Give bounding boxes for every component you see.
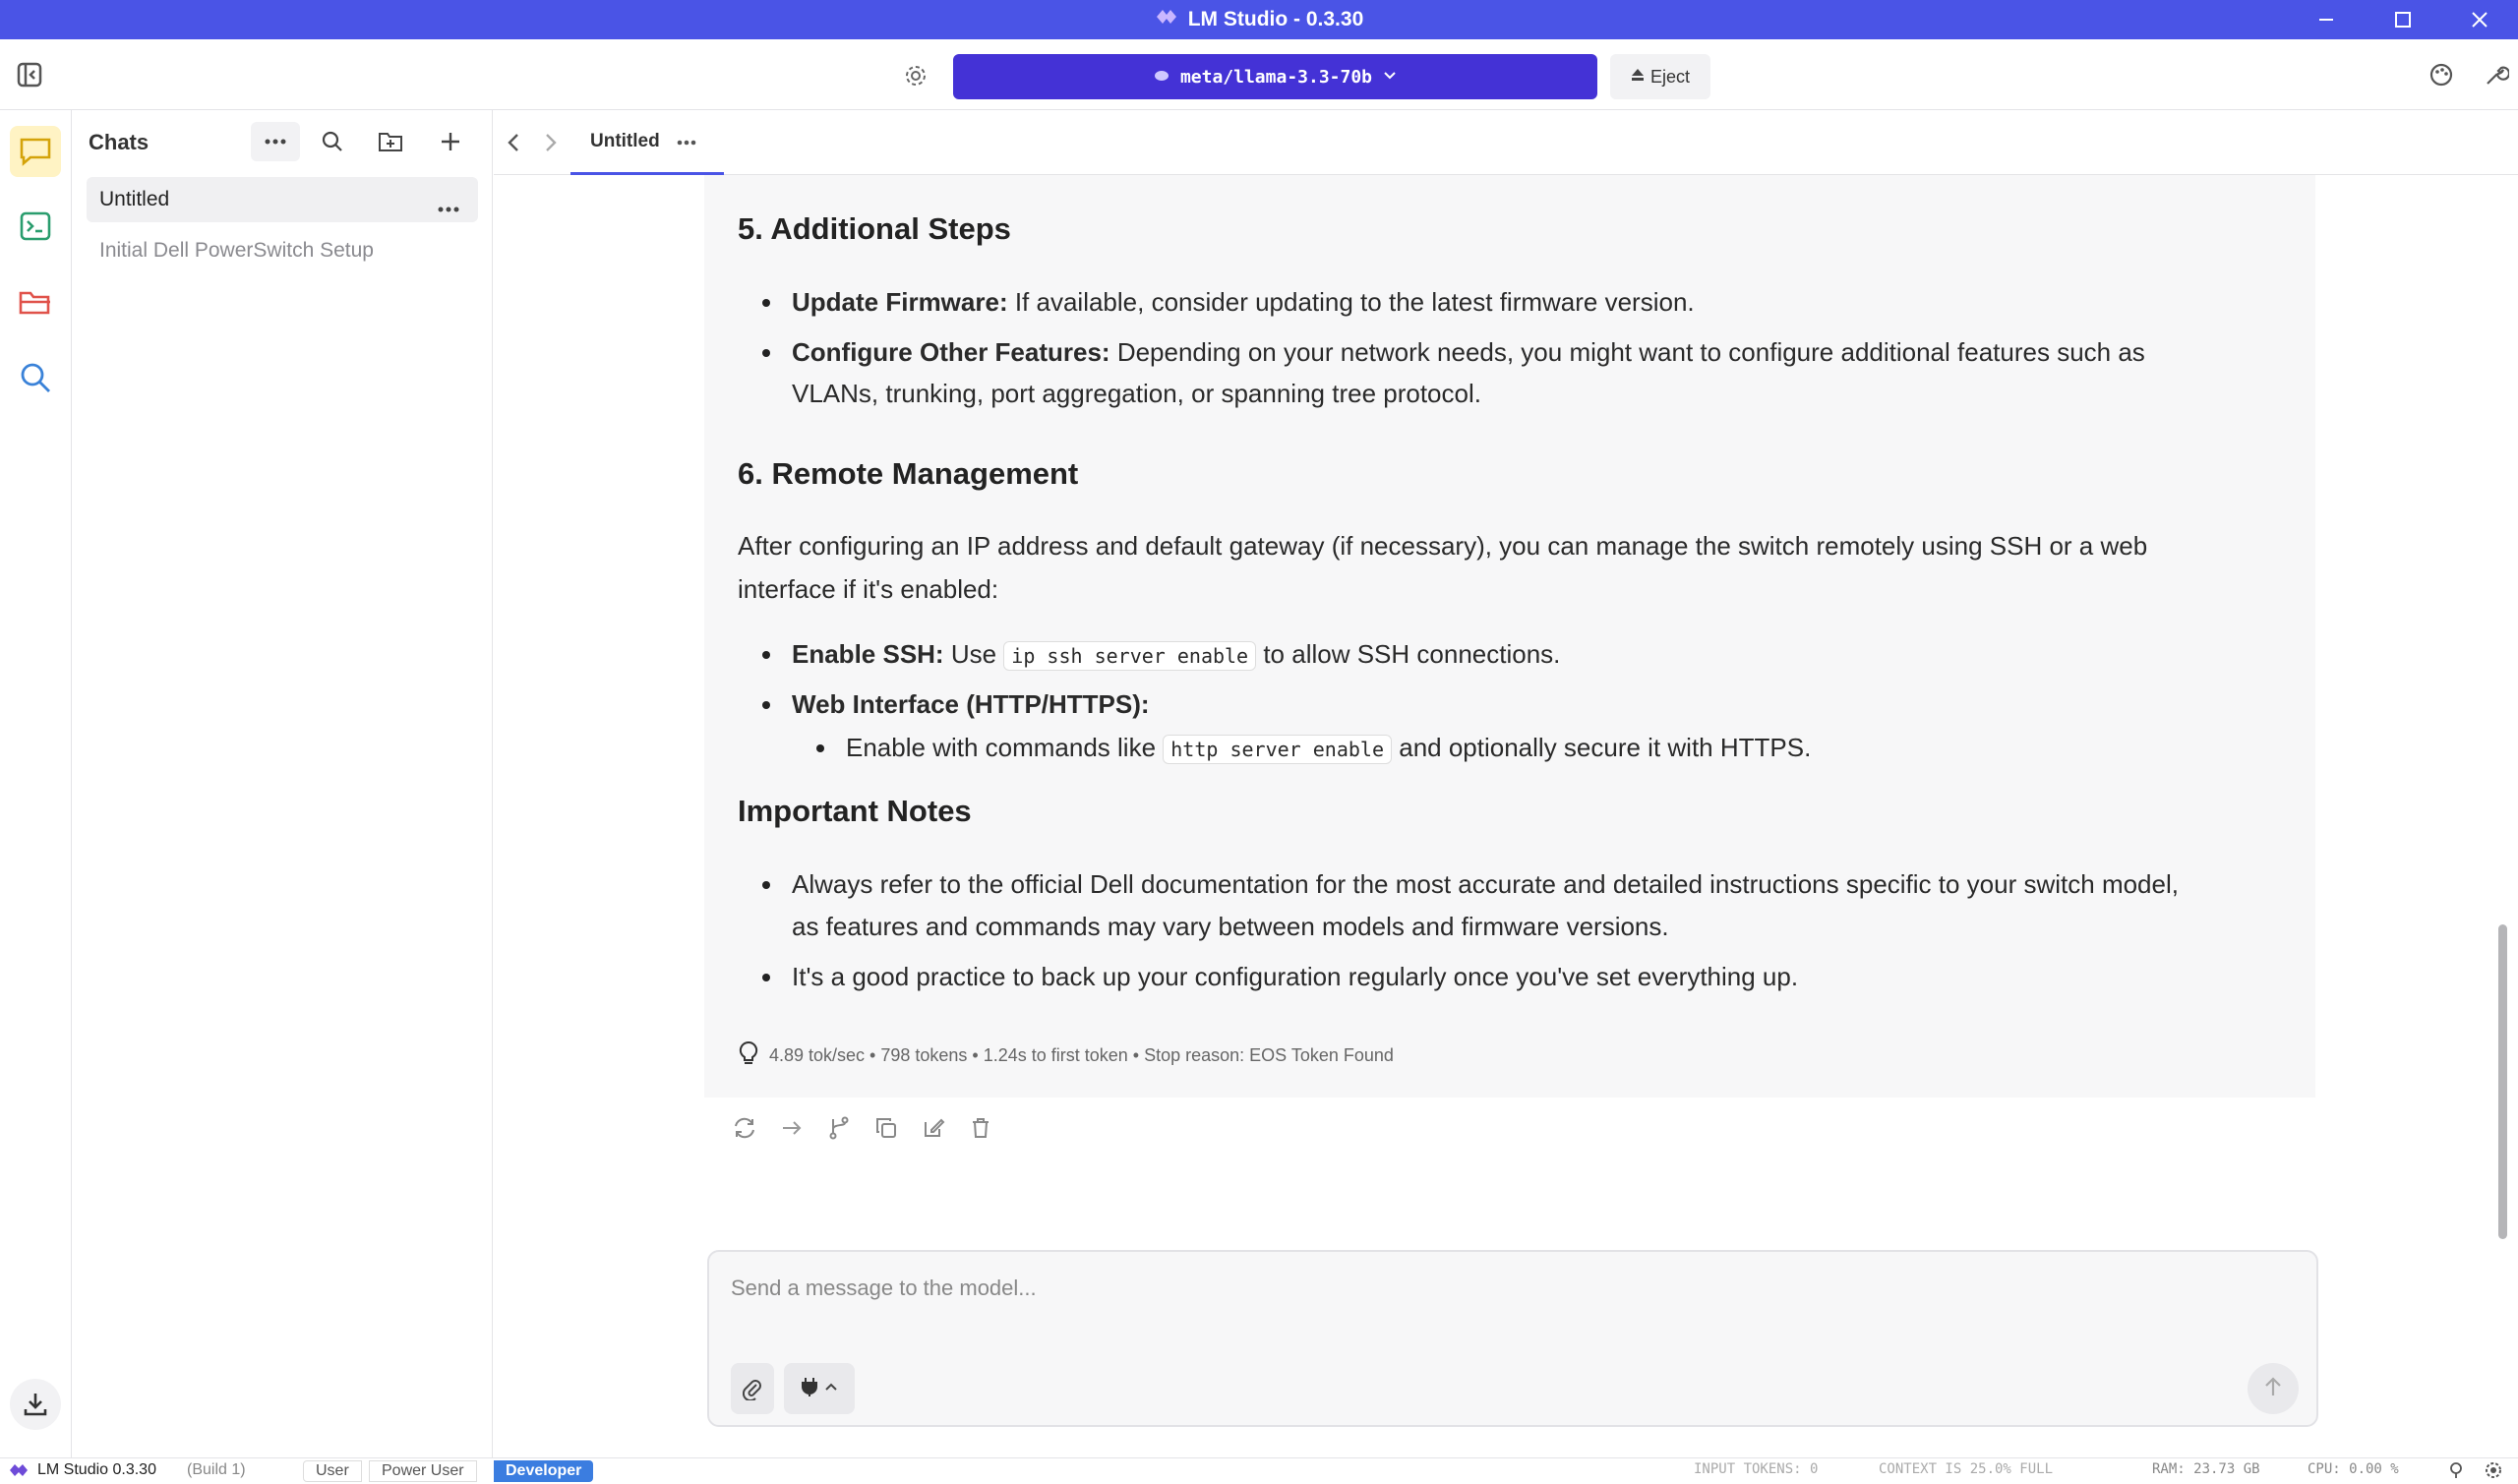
message-actions	[730, 1113, 995, 1143]
inline-code: ip ssh server enable	[1003, 641, 1256, 671]
mode-power-user[interactable]: Power User	[369, 1460, 477, 1482]
model-selector[interactable]	[953, 54, 1597, 99]
wrench-icon[interactable]	[2477, 55, 2516, 94]
build-label: (Build 1)	[187, 1461, 246, 1478]
stats-text: 4.89 tok/sec • 798 tokens • 1.24s to first token • Stop reason: EOS Token Found	[769, 1045, 1394, 1065]
list-item	[792, 956, 1798, 998]
list-item	[792, 683, 1150, 726]
cpu-usage: CPU: 0.00 %	[2308, 1461, 2399, 1477]
list-item	[792, 863, 2179, 906]
back-arrow-icon[interactable]	[498, 126, 529, 159]
list-item-bold: Configure Other Features:	[792, 337, 1110, 367]
context-usage: CONTEXT IS 25.0% FULL	[1879, 1461, 2054, 1477]
developer-nav-icon[interactable]	[10, 201, 61, 252]
send-button[interactable]	[2248, 1363, 2299, 1414]
list-item	[792, 633, 1560, 678]
list-item-text: Depending on your network needs, you might want to configure additional features such as	[1109, 337, 2145, 367]
maximize-button[interactable]	[2365, 0, 2441, 39]
eject-icon	[1631, 67, 1645, 88]
left-rail	[0, 110, 72, 1457]
eject-button[interactable]	[1610, 54, 1710, 99]
tab-label: Untitled	[590, 130, 660, 151]
paragraph-line: interface if it's enabled:	[738, 574, 999, 604]
lightbulb-icon	[738, 1040, 759, 1071]
ram-usage: RAM: 23.73 GB	[2152, 1461, 2260, 1477]
window-title: LM Studio - 0.3.30	[1187, 8, 1364, 30]
forward-arrow-icon[interactable]	[535, 126, 567, 159]
regenerate-icon[interactable]	[730, 1113, 759, 1143]
integrations-button[interactable]	[784, 1363, 855, 1414]
list-item-continuation: VLANs, trunking, port aggregation, or spanning tree protocol.	[792, 379, 1481, 408]
gear-icon[interactable]	[897, 57, 934, 94]
mode-developer[interactable]: Developer	[494, 1460, 593, 1482]
list-item-bold: Web Interface (HTTP/HTTPS):	[792, 689, 1150, 719]
download-icon[interactable]	[10, 1379, 61, 1430]
search-nav-icon[interactable]	[10, 352, 61, 403]
chevron-up-icon	[824, 1380, 838, 1397]
search-icon[interactable]	[308, 122, 357, 161]
new-chat-icon[interactable]	[426, 122, 475, 161]
minimize-button[interactable]	[2288, 0, 2365, 39]
chat-nav-icon[interactable]	[10, 126, 61, 177]
branch-icon[interactable]	[824, 1113, 854, 1143]
arrow-up-icon	[2263, 1376, 2283, 1402]
list-item-text: Always refer to the official Dell documentation for the most accurate and detailed instructions specific to your switch model,	[792, 869, 2179, 899]
app-logo-icon	[1155, 7, 1178, 32]
copy-icon[interactable]	[871, 1113, 901, 1143]
title-bar	[0, 0, 2518, 39]
list-item-text: It's a good practice to back up your configuration regularly once you've set everything up.	[792, 962, 1799, 991]
attach-icon[interactable]	[731, 1363, 774, 1414]
chat-item-label: Initial Dell PowerSwitch Setup	[99, 239, 374, 262]
app-version: LM Studio 0.3.30	[37, 1461, 156, 1478]
nested-list-item	[846, 727, 1811, 771]
chevron-down-icon	[1382, 67, 1398, 88]
folder-nav-icon[interactable]	[10, 276, 61, 327]
palette-icon[interactable]	[2422, 55, 2461, 94]
section-heading: Important Notes	[738, 794, 972, 828]
list-item	[792, 331, 2145, 374]
plug-icon	[801, 1376, 818, 1402]
chat-item-menu-icon[interactable]	[437, 196, 460, 219]
window-title-group	[1155, 7, 1364, 32]
list-item-text: If available, consider updating to the latest firmware version.	[1007, 287, 1695, 317]
tab-untitled[interactable]	[570, 110, 724, 175]
mode-user[interactable]: User	[303, 1460, 362, 1482]
message-input[interactable]: Send a message to the model...	[731, 1276, 1037, 1300]
new-folder-icon[interactable]	[366, 122, 415, 161]
status-bar	[0, 1457, 2518, 1481]
eject-label: Eject	[1649, 66, 1691, 87]
more-options-icon[interactable]	[251, 122, 300, 161]
paragraph-line: After configuring an IP address and default gateway (if necessary), you can manage the switch remotely using SSH or a web	[738, 531, 2148, 561]
list-item-text: Use	[943, 639, 1004, 669]
message-composer	[707, 1250, 2318, 1427]
assistant-message	[704, 175, 2315, 1098]
sidebar-header	[72, 110, 493, 173]
continue-arrow-icon[interactable]	[777, 1113, 807, 1143]
top-toolbar	[0, 39, 2518, 110]
generation-stats	[738, 1040, 1394, 1071]
edit-icon[interactable]	[919, 1113, 948, 1143]
delete-icon[interactable]	[966, 1113, 995, 1143]
list-item-bold: Update Firmware:	[792, 287, 1008, 317]
tab-menu-icon[interactable]	[676, 131, 697, 152]
section-heading: 6. Remote Management	[738, 456, 1079, 491]
chat-item-untitled[interactable]	[87, 177, 478, 222]
model-icon	[1153, 67, 1170, 88]
chat-item-dell-setup[interactable]	[87, 228, 478, 273]
sidebar-title: Chats	[89, 130, 150, 154]
list-item	[792, 281, 1695, 324]
scrollbar-thumb[interactable]	[2498, 924, 2507, 1239]
close-window-button[interactable]	[2441, 0, 2518, 39]
toggle-sidebar-icon[interactable]	[10, 55, 49, 94]
chats-sidebar	[72, 110, 493, 1457]
list-item-text: Enable with commands like	[846, 733, 1164, 762]
section-heading: 5. Additional Steps	[738, 211, 1011, 246]
tab-bar	[494, 110, 2518, 175]
inline-code: http server enable	[1163, 735, 1392, 764]
list-item-text: to allow SSH connections.	[1256, 639, 1561, 669]
list-item-continuation: as features and commands may vary between models and firmware versions.	[792, 912, 1669, 941]
chat-item-label: Untitled	[99, 188, 170, 210]
input-tokens: INPUT TOKENS: 0	[1694, 1461, 1819, 1477]
list-item-bold: Enable SSH:	[792, 639, 944, 669]
model-name: meta/llama-3.3-70b	[1179, 66, 1373, 88]
list-item-text: and optionally secure it with HTTPS.	[1392, 733, 1812, 762]
